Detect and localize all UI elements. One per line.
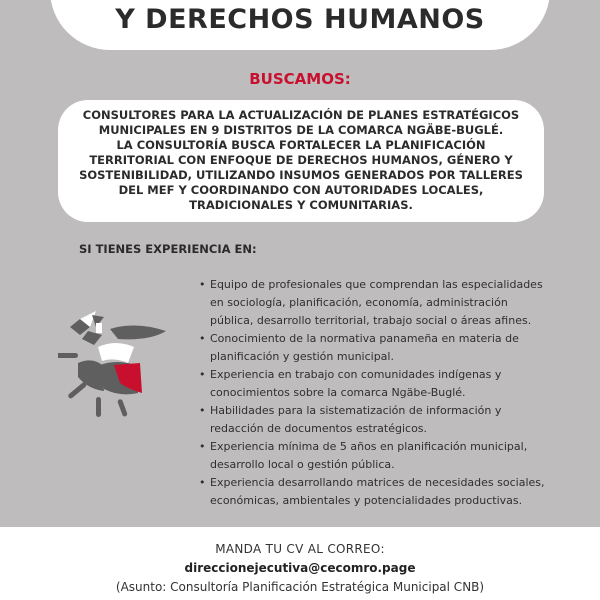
experience-heading: SI TIENES EXPERIENCIA EN:	[79, 242, 257, 256]
list-item	[198, 438, 583, 474]
list-item	[198, 330, 583, 366]
sun-ray-shape	[117, 399, 128, 418]
page-title: Y DERECHOS HUMANOS	[115, 4, 485, 35]
list-item-line: planificación y gestión municipal.	[210, 350, 394, 363]
description-line: SOSTENIBILIDAD, UTILIZANDO INSUMOS GENERADOS POR TALLERES	[79, 168, 523, 182]
footer-instruction: MANDA TU CV AL CORREO:	[215, 542, 385, 556]
description-line: CONSULTORES PARA LA ACTUALIZACIÓN DE PLANES ESTRATÉGICOS	[82, 108, 520, 122]
description-line: DEL MEF Y COORDINANDO CON AUTORIDADES LOCALES,	[118, 183, 484, 197]
list-item-line: • Habilidades para la sistematización de información y	[210, 404, 502, 417]
bird-neck-shape	[82, 331, 102, 345]
list-item-line: económicas, ambientales y potencialidades productivas.	[210, 494, 523, 507]
list-item	[198, 276, 583, 330]
list-item	[198, 402, 583, 438]
description-line: MUNICIPALES EN 9 DISTRITOS DE LA COMARCA NGÄBE-BUGLÉ.	[98, 123, 504, 137]
sun-ray-shape	[96, 397, 101, 417]
sun-ray-shape	[67, 381, 87, 399]
bird-wing-shape	[110, 325, 166, 339]
requirements-list	[198, 276, 583, 510]
bird-body-shape	[98, 343, 134, 363]
list-item-line: en sociología, planificación, economía, administración	[210, 296, 508, 309]
list-item-line: desarrollo local o gestión pública.	[210, 458, 395, 471]
description-line: LA CONSULTORÍA BUSCA FORTALECER LA PLANIFICACIÓN	[116, 138, 486, 152]
list-item-line: • Experiencia desarrollando matrices de necesidades sociales,	[210, 476, 545, 489]
list-item-line: • Experiencia en trabajo con comunidades indígenas y	[210, 368, 502, 381]
list-item-line: • Experiencia mínima de 5 años en planificación municipal,	[210, 440, 528, 453]
buscamos-heading: BUSCAMOS:	[249, 70, 351, 88]
list-item-line: • Equipo de profesionales que comprendan las especialidades	[210, 278, 543, 291]
sun-ray-shape	[58, 353, 78, 358]
footer-subject: (Asunto: Consultoría Planificación Estratégica Municipal CNB)	[115, 580, 485, 594]
list-item	[198, 474, 583, 510]
list-item-line: conocimientos sobre la comarca Ngäbe-Buglé.	[210, 386, 466, 399]
bird-neck-shape	[96, 323, 102, 333]
description-line: TRADICIONALES Y COMUNITARIAS.	[189, 198, 413, 212]
list-item-line: redacción de documentos estratégicos.	[210, 422, 428, 435]
list-item-line: pública, desarrollo territorial, trabajo social o áreas afines.	[210, 314, 532, 327]
contact-email-link[interactable]: direccionejecutiva@cecomro.page	[184, 561, 416, 575]
description-text	[70, 108, 532, 213]
description-line: TERRITORIAL CON ENFOQUE DE DERECHOS HUMANOS, GÉNERO Y	[89, 153, 513, 167]
list-item	[198, 366, 583, 402]
bird-sun-logo-icon	[58, 305, 188, 420]
list-item-line: • Conocimiento de la normativa panameña en materia de	[210, 332, 519, 345]
